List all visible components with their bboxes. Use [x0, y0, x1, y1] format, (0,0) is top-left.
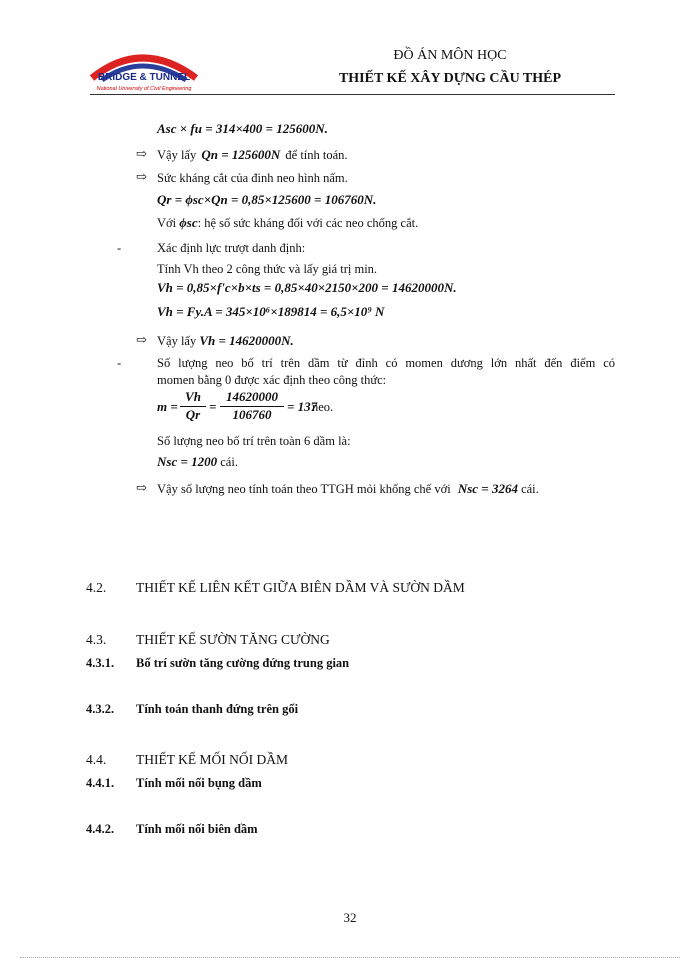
formula-m-lhs: m = — [157, 399, 178, 414]
text-line: Xác định lực trượt danh định: — [157, 241, 306, 255]
text-line: Sức kháng cắt của đinh neo hình nấm. — [157, 171, 348, 185]
formula-qn: Qn = 125600N — [201, 147, 281, 162]
text-line: Vậy lấy Qn = 125600N để tính toán. — [157, 147, 348, 162]
text-line: Vậy lấy Vh = 14620000N. — [157, 333, 294, 348]
bullet-dash: - — [117, 241, 122, 255]
header-title-line2: THIẾT KẾ XÂY DỰNG CẦU THÉP — [338, 71, 562, 86]
subsection-title: Tính toán thanh đứng trên gối — [136, 702, 299, 716]
header-divider — [90, 94, 615, 95]
formula-nsc: Nsc = 1200 — [157, 454, 218, 469]
formula-nsc-final: Nsc = 3264 — [457, 481, 518, 496]
section-number: 4.4. — [86, 752, 107, 767]
fraction-values: $\frac{14620000}{106760}$ — [220, 389, 284, 423]
subsection-number: 4.4.2. — [86, 822, 115, 836]
svg-text:BRIDGE & TUNNEL: BRIDGE & TUNNEL — [97, 72, 191, 83]
subsection-title: Tính mối nối biên dầm — [136, 822, 258, 836]
arrow-icon: ⇨ — [136, 169, 147, 184]
subsection-number: 4.3.2. — [86, 702, 115, 716]
text-line: Vậy số lượng neo tính toán theo TTGH mỏi khống chế với Nsc = 3264 cái. — [157, 481, 539, 496]
formula-equals: = — [209, 399, 217, 414]
subsection-title: Bố trí sườn tăng cường đứng trung gian — [136, 656, 350, 670]
subsection-number: 4.3.1. — [86, 656, 115, 670]
section-number: 4.3. — [86, 632, 107, 647]
subsection-number: 4.4.1. — [86, 776, 115, 790]
fraction-vh-over-qr: $\frac{Vh}{Qr}$ — [180, 389, 206, 423]
page-number: 32 — [343, 910, 357, 925]
arrow-icon: ⇨ — [136, 146, 147, 161]
formula-vh-2: Vh = Fy.A = 345×10⁶×189814 = 6,5×10⁹ N — [157, 304, 385, 319]
header-title-line1: ĐỒ ÁN MÔN HỌC — [393, 48, 507, 63]
section-number: 4.2. — [86, 580, 107, 595]
paragraph-line: momen bằng 0 được xác định theo công thức: — [157, 373, 387, 387]
text-line: Nsc = 1200 cái. — [157, 454, 238, 469]
formula-phi: ϕsc — [179, 215, 198, 230]
text-line: Tính Vh theo 2 công thức và lấy giá trị min. — [157, 262, 378, 276]
paragraph-line: Số lượng neo bố trí trên dầm từ đỉnh có momen dương lớn nhất đến điểm có — [157, 356, 615, 370]
formula-qr: Qr = ϕsc×Qn = 0,85×125600 = 106760N. — [157, 192, 377, 207]
arrow-icon: ⇨ — [136, 480, 147, 495]
text-unit: neo. — [312, 400, 334, 414]
formula-asc-fu: Asc × fu = 314×400 = 125600N. — [157, 121, 328, 136]
subsection-title: Tính mối nối bụng dầm — [136, 776, 262, 790]
section-title: THIẾT KẾ MỐI NỐI DẦM — [136, 752, 288, 767]
section-title: THIẾT KẾ SƯỜN TĂNG CƯỜNG — [136, 632, 330, 647]
formula-m-result: = 137 — [287, 399, 318, 414]
arrow-icon: ⇨ — [136, 332, 147, 347]
page-bottom-border — [20, 957, 680, 958]
text-line: Số lượng neo bố trí trên toàn 6 dầm là: — [157, 434, 351, 448]
section-title: THIẾT KẾ LIÊN KẾT GIỮA BIÊN DẦM VÀ SƯỜN DẦM — [136, 580, 465, 595]
bullet-dash: - — [117, 356, 122, 370]
formula-vh-final: Vh = 14620000N. — [199, 333, 294, 348]
formula-vh-1: Vh = 0,85×f'c×b×ts = 0,85×40×2150×200 = 14620000N. — [157, 280, 457, 295]
text-line: Với ϕsc: hệ số sức kháng đối với các neo chống cắt. — [157, 215, 419, 230]
svg-text:National University of Civil E: National University of Civil Engineering — [96, 86, 192, 92]
bridge-tunnel-logo — [84, 40, 204, 94]
